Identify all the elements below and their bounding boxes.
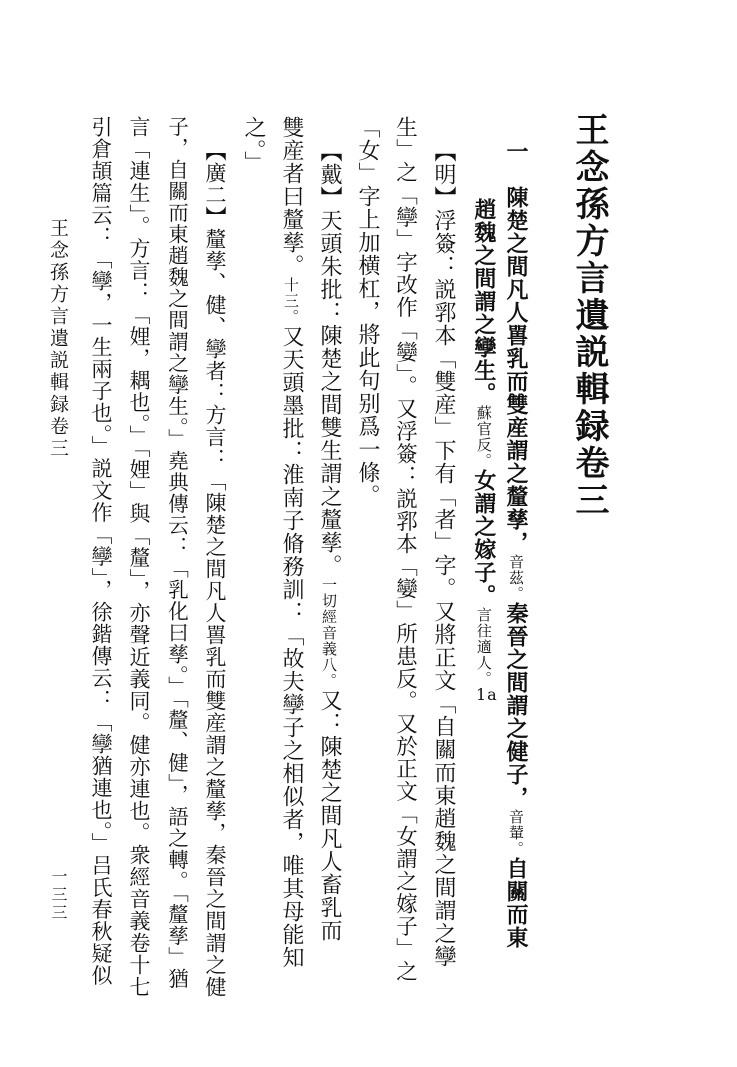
text-column-10 [166, 116, 187, 989]
entry-text: 女謂之嫁子。 [470, 469, 497, 607]
page-number: 一三三 [49, 868, 68, 922]
entry-text: 秦晉之間謂之健子， [503, 602, 529, 809]
text-column-12 [90, 116, 111, 987]
text-column-9 [204, 140, 225, 998]
text-column-11 [128, 116, 149, 998]
entry-text: 一 陳楚之間凡人嘼乳而雙産謂之釐孳， [503, 140, 529, 554]
text-column-7 [280, 116, 302, 969]
note-text: 言「連生」。方言：「娌，耦也。」「娌」與「釐」，亦聲近義同。健亦連也。衆經音義卷十七 [127, 116, 151, 998]
note-text: 又：陳楚之間凡人畜乳而 [317, 689, 342, 942]
text-column-3 [432, 140, 454, 968]
page-title: 王念孫方言遺説輯録卷三 [569, 112, 609, 519]
text-column-8 [242, 116, 264, 174]
running-head: 王念孫方言遺説輯録卷三 [47, 218, 69, 460]
note-text: 【戴】天頭朱批：陳楚之間雙生謂之釐孳。 [317, 140, 342, 577]
text-column-5 [356, 116, 378, 507]
entry-note: 蘇官反。 [474, 405, 493, 469]
text-column-2 [470, 198, 498, 703]
note-text: 「女」字上加横杠，將此句别爲一條。 [355, 116, 380, 507]
text-column-4 [394, 116, 416, 983]
page-marker: 1a [476, 685, 498, 704]
text-column-6 [318, 140, 340, 942]
entry-note: 音輦。 [507, 809, 525, 857]
note-text: 雙産者曰釐孳。 [279, 116, 304, 277]
note-text: 引倉頡篇云：「孿，一生兩子也。」説文作「孿」，徐鍇傳云：「孿猶連也。」吕氏春秋疑似 [89, 116, 113, 987]
entry-note: 音茲。 [507, 554, 525, 602]
note-text: 生」之「孿」字改作「孌」。又浮簽：説郛本「孌」所患反。又於正文「女謂之嫁子」之 [392, 116, 418, 983]
entry-text: 趙魏之間謂之孿生。 [470, 198, 497, 405]
entry-text: 自關而東 [503, 857, 529, 949]
note-text: 子，自關而東趙魏之間謂之孿生。」堯典傳云：「乳化曰孳。」「釐、健」，語之轉。「釐孳」猶 [164, 116, 189, 990]
entry-note: 一切經音義八。 [320, 577, 338, 689]
entry-note: 言往適人。 [474, 607, 493, 687]
note-text: 【明】浮簽：説郛本「雙産」下有「者」字。又將正文「自關而東趙魏之間謂之孿 [431, 140, 456, 968]
note-text: 又天頭墨批：淮南子脩務訓：「故夫孿子之相似者，唯其母能知 [279, 325, 304, 969]
entry-note: 十三。 [282, 277, 300, 325]
text-column-1 [505, 140, 527, 949]
note-text: 之。」 [241, 116, 266, 174]
note-text: 【廣二】釐孳、健、孿者：方言：「陳楚之間凡人嘼乳而雙産謂之釐孳，秦晉之間謂之健 [203, 140, 227, 998]
